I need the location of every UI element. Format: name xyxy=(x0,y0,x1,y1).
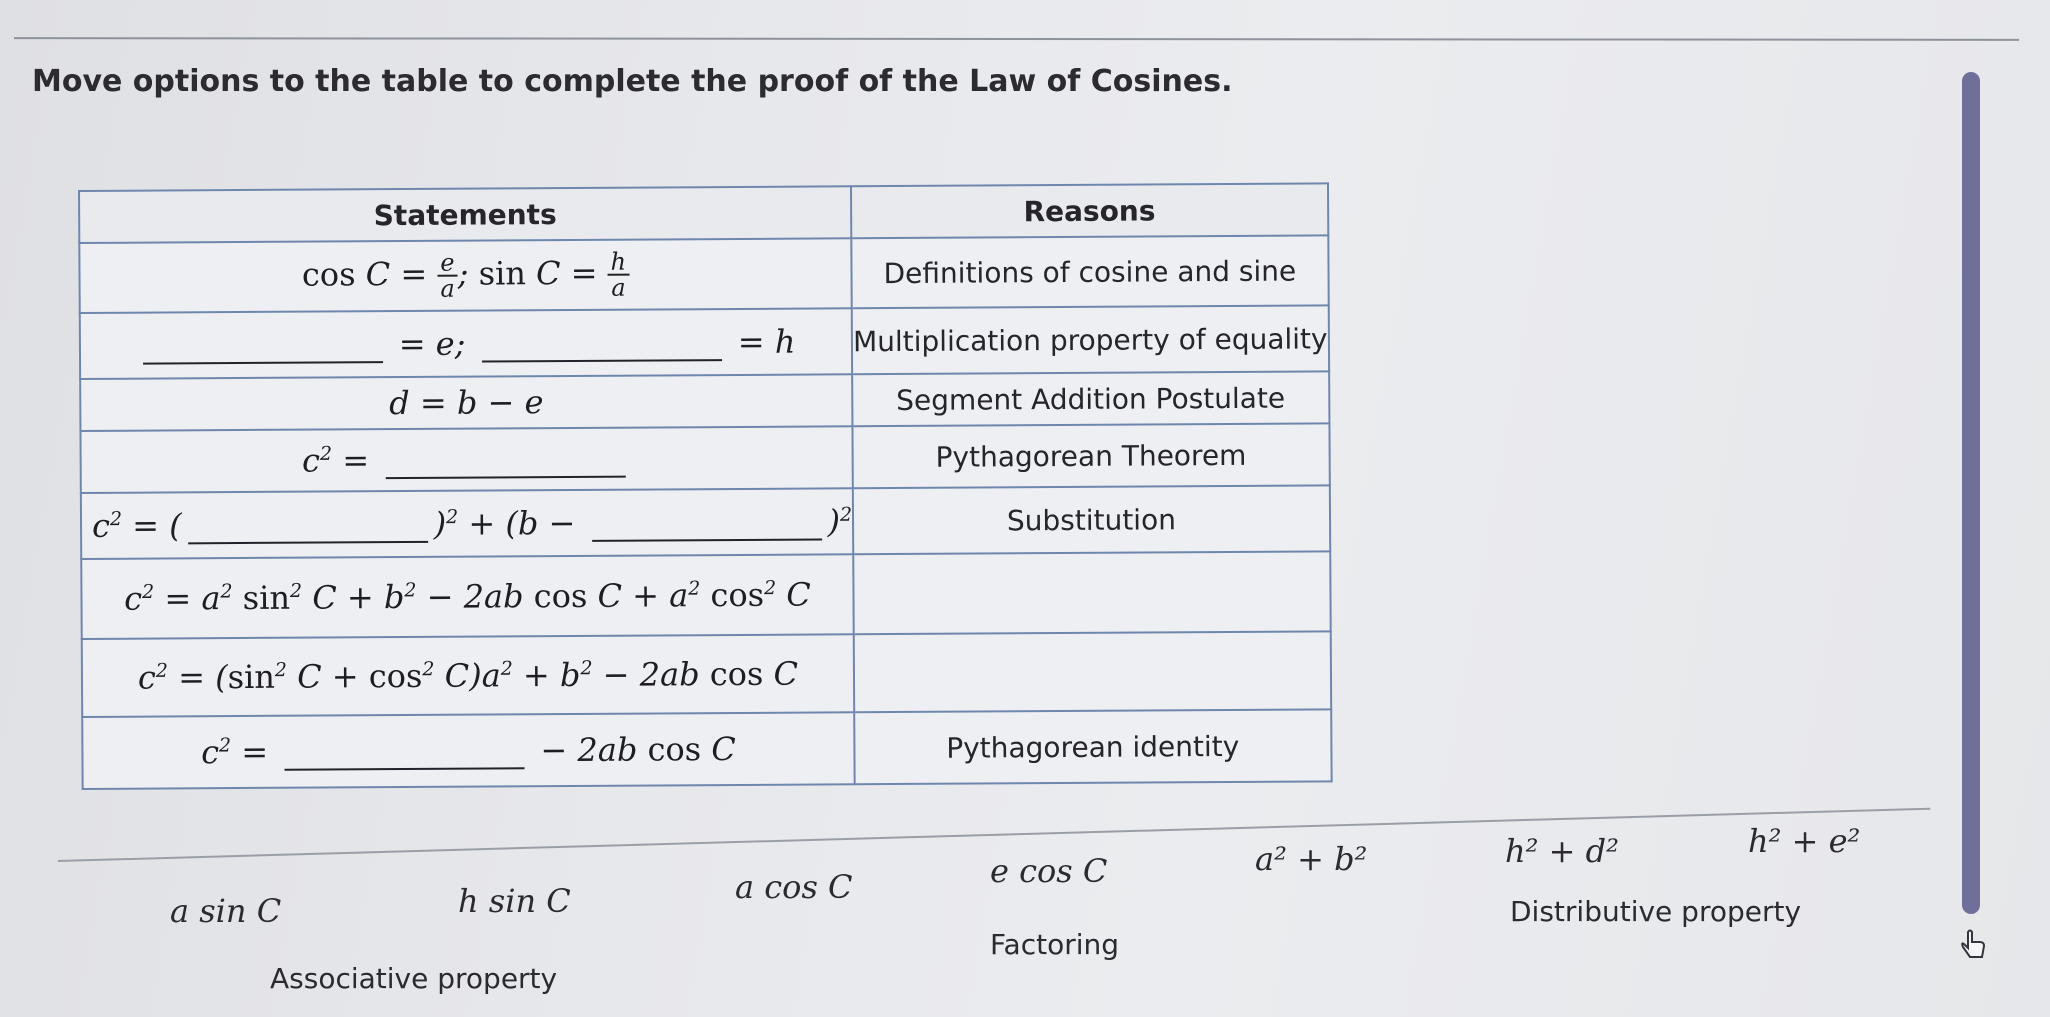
reason-cell xyxy=(852,371,1329,426)
table-row xyxy=(82,631,1331,717)
drop-slot[interactable] xyxy=(592,538,822,541)
statement-6-math: $c^2 = a^2$ $\sin^2 C + b^2 - 2ab$ $\cos C + a^2$ $\cos^2 C$ xyxy=(124,575,811,618)
statement-7-math: $c^2 = (\sin^2$ $C + \cos^2 C)a^2 + b^2 - 2ab$ cos C xyxy=(137,654,799,697)
option-a-cos-c[interactable]: a cos C xyxy=(735,868,853,906)
drop-slot[interactable] xyxy=(188,541,428,544)
table-row xyxy=(81,485,1330,559)
statement-1-math: cos C = $\frac{e}{a}$ ; sin C = $\frac{h}{a}$ xyxy=(302,253,629,293)
top-divider xyxy=(14,37,2019,41)
option-a2-plus-b2[interactable]: a² + b² xyxy=(1255,840,1368,878)
statement-3-math: d = b − e xyxy=(389,383,544,423)
reason-cell xyxy=(854,709,1331,784)
table-row xyxy=(80,423,1329,493)
table-row xyxy=(80,371,1329,431)
drop-slot[interactable] xyxy=(143,361,383,364)
option-associative-property[interactable]: Associative property xyxy=(270,962,558,995)
drop-slot[interactable] xyxy=(385,476,625,479)
statement-cell xyxy=(80,374,852,431)
reason-cell xyxy=(852,305,1329,374)
reason-drop-slot[interactable] xyxy=(853,551,1330,634)
scrollbar[interactable] xyxy=(1962,72,1980,914)
reason-text: Pythagorean Theorem xyxy=(935,438,1247,474)
reason-cell xyxy=(853,485,1330,554)
statement-5-math: $c^2$ = ( )$^2 + (b - )^2$ xyxy=(91,502,853,545)
table-row xyxy=(79,235,1328,313)
option-h2-plus-e2[interactable]: h² + e² xyxy=(1748,822,1861,860)
hand-cursor-icon xyxy=(1958,928,1992,962)
statement-cell xyxy=(79,238,852,313)
reason-text: Segment Addition Postulate xyxy=(896,381,1286,417)
statement-4-math: $c^2$ = xyxy=(302,440,631,480)
option-h-sin-c[interactable]: h sin C xyxy=(458,882,571,920)
table-row xyxy=(82,709,1331,789)
reasons-header: Reasons xyxy=(851,183,1328,238)
reason-cell xyxy=(851,235,1328,308)
statement-1-text xyxy=(0,0,1,1)
instruction-text: Move options to the table to complete the proof of the Law of Cosines. xyxy=(32,64,1233,99)
option-h2-plus-d2[interactable]: h² + d² xyxy=(1505,832,1619,870)
option-distributive-property[interactable]: Distributive property xyxy=(1510,895,1802,928)
table-header-row xyxy=(79,183,1328,243)
statement-cell xyxy=(82,712,855,789)
proof-table xyxy=(78,182,1332,790)
statement-8-math: $c^2$ = − 2ab cos C xyxy=(201,729,736,772)
reason-drop-slot[interactable] xyxy=(854,631,1331,712)
reason-text: Definitions of cosine and sine xyxy=(883,254,1297,290)
option-factoring[interactable]: Factoring xyxy=(990,928,1120,961)
statement-2-math: = e; = h xyxy=(136,323,795,365)
statement-cell xyxy=(81,554,854,639)
statement-cell xyxy=(80,308,852,379)
statement-cell xyxy=(81,488,853,559)
reason-text: Substitution xyxy=(1006,502,1176,537)
option-e-cos-c[interactable]: e cos C xyxy=(990,852,1108,890)
drop-slot[interactable] xyxy=(284,767,524,770)
reason-text: Pythagorean identity xyxy=(946,729,1240,765)
reason-text: Multiplication property of equality xyxy=(852,321,1328,358)
table-row xyxy=(80,305,1329,379)
table-row xyxy=(81,551,1330,639)
reason-cell xyxy=(853,423,1330,488)
option-a-sin-c[interactable]: a sin C xyxy=(170,892,282,930)
statement-cell xyxy=(82,634,855,717)
statements-header: Statements xyxy=(79,186,851,243)
statement-cell xyxy=(80,426,852,493)
drop-slot[interactable] xyxy=(482,359,722,362)
